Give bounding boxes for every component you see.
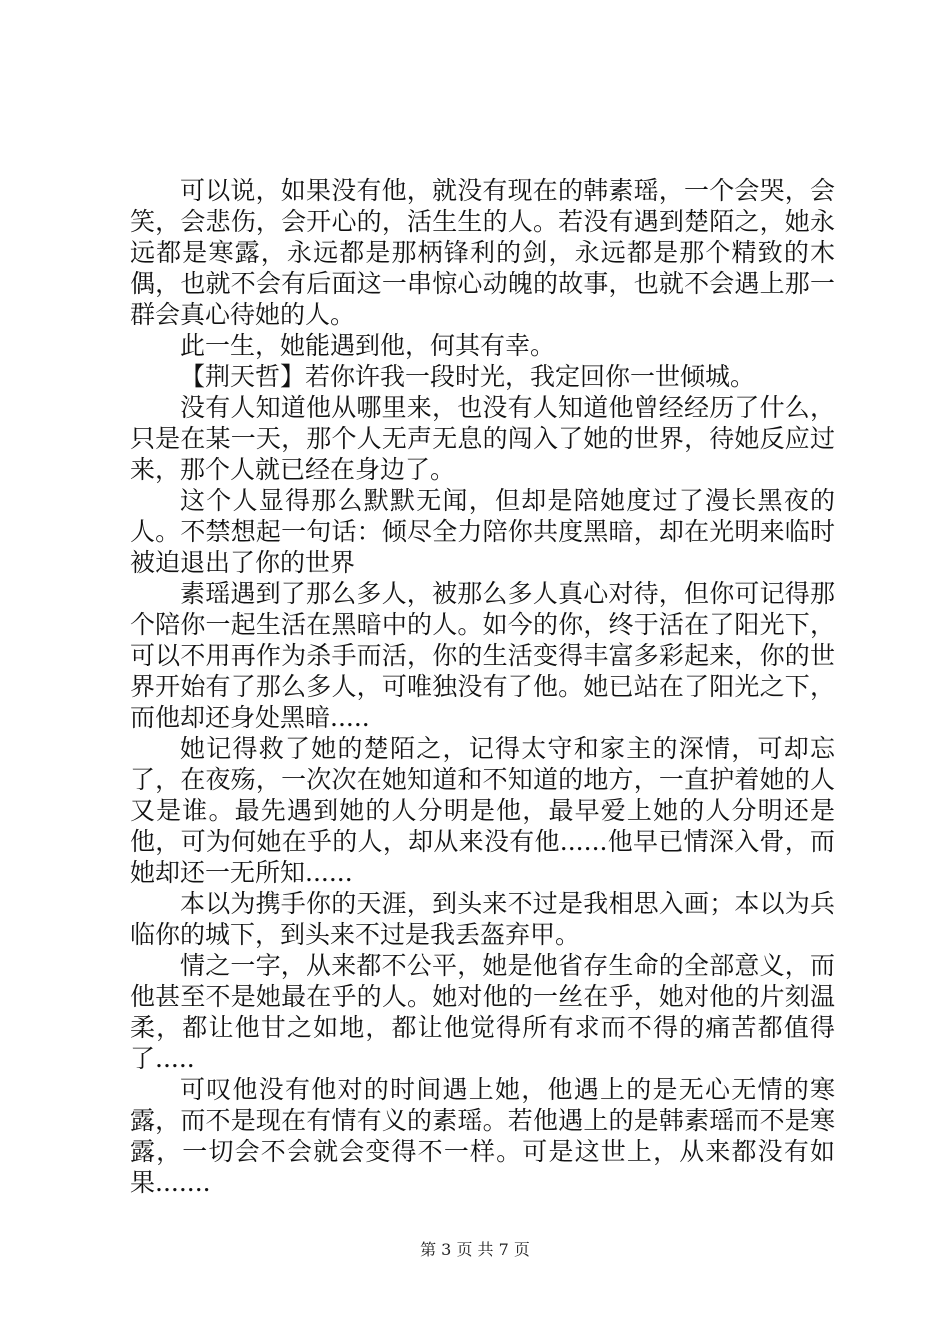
paragraph-1: 可以说，如果没有他，就没有现在的韩素瑶，一个会哭，会笑，会悲伤，会开心的，活生生的人。若没有遇到楚陌之，她永远都是寒露，永远都是那柄锋利的剑，永远都是那个精致的木偶，也就不会有后面这一串惊心动魄的故事，也就不会遇上那一群会真心待她的人。 [130,176,835,329]
paragraph-6: 素瑶遇到了那么多人，被那么多人真心对待，但你可记得那个陪你一起生活在黑暗中的人。如今的你，终于活在了阳光下，可以不用再作为杀手而活，你的生活变得丰富多彩起来，你的世界开始有了那么多人，可唯独没有了他。她已站在了阳光之下，而他却还身处黑暗..... [130,579,835,732]
paragraph-8: 本以为携手你的天涯，到头来不过是我相思入画；本以为兵临你的城下，到头来不过是我丢盔弃甲。 [130,889,835,949]
paragraph-2: 此一生，她能遇到他，何其有幸。 [180,331,556,360]
paragraph-3: 【荆天哲】若你许我一段时光，我定回你一世倾城。 [180,362,756,391]
paragraph-5: 这个人显得那么默默无闻，但却是陪她度过了漫长黑夜的人。不禁想起一句话：倾尽全力陪你共度黑暗，却在光明来临时被迫退出了你的世界 [130,486,835,577]
paragraph-10: 可叹他没有他对的时间遇上她，他遇上的是无心无情的寒露，而不是现在有情有义的素瑶。若他遇上的是韩素瑶而不是寒露，一切会不会就会变得不一样。可是这世上，从来都没有如果....... [130,1075,835,1197]
paragraph-9: 情之一字，从来都不公平，她是他省存生命的全部意义，而他甚至不是她最在乎的人。她对他的一丝在乎，她对他的片刻温柔，都让他甘之如地，都让他觉得所有求而不得的痛苦都值得了..... [130,951,835,1073]
document-body [130,175,835,1198]
paragraph-4: 没有人知道他从哪里来，也没有人知道他曾经经历了什么，只是在某一天，那个人无声无息的闯入了她的世界，待她反应过来，那个人就已经在身边了。 [130,393,835,484]
page-number-footer: 第 3 页 共 7 页 [420,1240,530,1259]
paragraph-7: 她记得救了她的楚陌之，记得太守和家主的深情，可却忘了，在夜殇，一次次在她知道和不知道的地方，一直护着她的人又是谁。最先遇到她的人分明是他，最早爱上她的人分明还是他，可为何她在乎的人，却从来没有他......他早已情深入骨，而她却还一无所知...... [130,734,835,887]
